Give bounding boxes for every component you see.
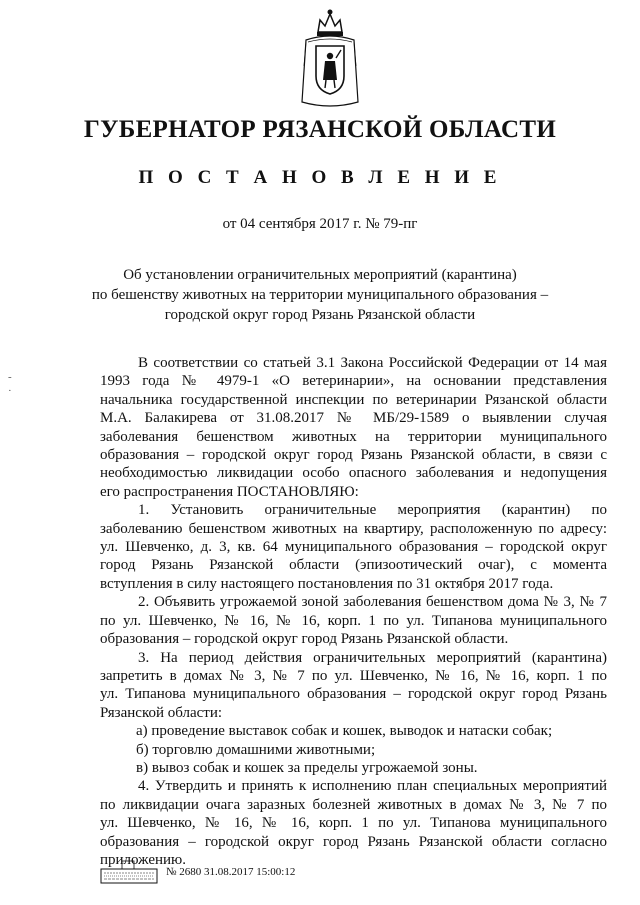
item-4-line: приложению. bbox=[100, 851, 187, 868]
item-3-line: Рязанской области: bbox=[100, 704, 223, 721]
preamble-line: заболевания бешенством животных на территории муниципального bbox=[100, 428, 607, 445]
subject-line: по бешенству животных на территории муниципального образования – bbox=[91, 287, 549, 303]
registration-number: № 2680 31.08.2017 15:00:12 bbox=[166, 866, 296, 878]
preamble-line: его распространения ПОСТАНОВЛЯЮ: bbox=[100, 483, 359, 500]
item-3-sub-line: в) вывоз собак и кошек за пределы угрожаемой зоны. bbox=[136, 759, 478, 776]
preamble-line: 1993 года № 4979-1 «О ветеринарии», на основании представления bbox=[100, 373, 607, 390]
item-1-line: ул. Шевченко, д. 3, кв. 64 муниципального образования – городской округ bbox=[100, 539, 607, 556]
item-1-line: 1. Установить ограничительные мероприятия (карантин) по bbox=[138, 502, 607, 519]
item-2-line: 2. Объявить угрожаемой зоной заболевания бешенством дома № 3, № 7 bbox=[138, 594, 607, 611]
item-3-line: запретить в домах № 3, № 7 по ул. Шевченко, № 16, № 16, корп. 1 по bbox=[100, 667, 607, 684]
registration-footer bbox=[100, 860, 420, 890]
item-2-line: образования – городской округ город Рязань Рязанской области. bbox=[100, 631, 509, 648]
document-subject bbox=[70, 265, 570, 325]
item-4-line: ул. Шевченко, № 16, № 16, корп. 1 по ул. Типанова муниципального bbox=[100, 815, 607, 832]
item-3-line: 3. На период действия ограничительных мероприятий (карантина) bbox=[138, 649, 607, 666]
preamble-line: образования – городской округ город Рязань Рязанской области, в связи с bbox=[100, 447, 607, 464]
item-1-line: заболеванию бешенством животных на квартиру, расположенную по адресу: bbox=[100, 520, 607, 537]
authority-title: ГУБЕРНАТОР РЯЗАНСКОЙ ОБЛАСТИ bbox=[83, 116, 557, 143]
item-4-line: по ликвидации очага заразных болезней животных в домах № 3, № 7 по bbox=[100, 796, 607, 813]
item-1-line: город Рязань Рязанской области (эпизоотический очаг), с момента bbox=[100, 557, 607, 574]
registration-stamp-icon bbox=[100, 860, 158, 886]
item-1-line: вступления в силу настоящего постановления по 31 октября 2017 года. bbox=[100, 575, 554, 592]
preamble-line: начальника государственной инспекции по ветеринарии Рязанской области bbox=[100, 391, 607, 408]
item-3-sub-line: а) проведение выставок собак и кошек, выводок и натаски собак; bbox=[136, 723, 553, 740]
document-date-number: от 04 сентября 2017 г. № 79-пг bbox=[222, 216, 418, 232]
item-3-sub-line: б) торговлю домашними животными; bbox=[136, 741, 376, 758]
item-4-line: 4. Утвердить и принять к исполнению план специальных мероприятий bbox=[138, 778, 607, 795]
preamble-line: необходимостью ликвидации особо опасного заболевания и недопущения bbox=[100, 465, 607, 482]
coat-of-arms-icon bbox=[298, 6, 362, 110]
margin-scan-mark: - · bbox=[8, 371, 12, 397]
subject-line: Об установлении ограничительных мероприятий (карантина) bbox=[123, 267, 517, 283]
item-3-line: ул. Типанова муниципального образования – городской округ город Рязань bbox=[100, 686, 607, 703]
document-type-title: П О С Т А Н О В Л Е Н И Е bbox=[138, 167, 502, 188]
preamble-line: В соответствии со статьей 3.1 Закона Российской Федерации от 14 мая bbox=[138, 355, 607, 371]
item-2-line: по ул. Шевченко, № 16, № 16, корп. 1 по ул. Типанова муниципального bbox=[100, 612, 607, 629]
document-body bbox=[100, 354, 607, 869]
preamble-line: М.А. Балакирева от 31.08.2017 № МБ/29-1589 о выявлении случая bbox=[100, 410, 607, 427]
item-4-line: образования – городской округ город Рязань Рязанской области согласно bbox=[100, 833, 607, 850]
subject-line: городской округ город Рязань Рязанской области bbox=[164, 307, 476, 323]
